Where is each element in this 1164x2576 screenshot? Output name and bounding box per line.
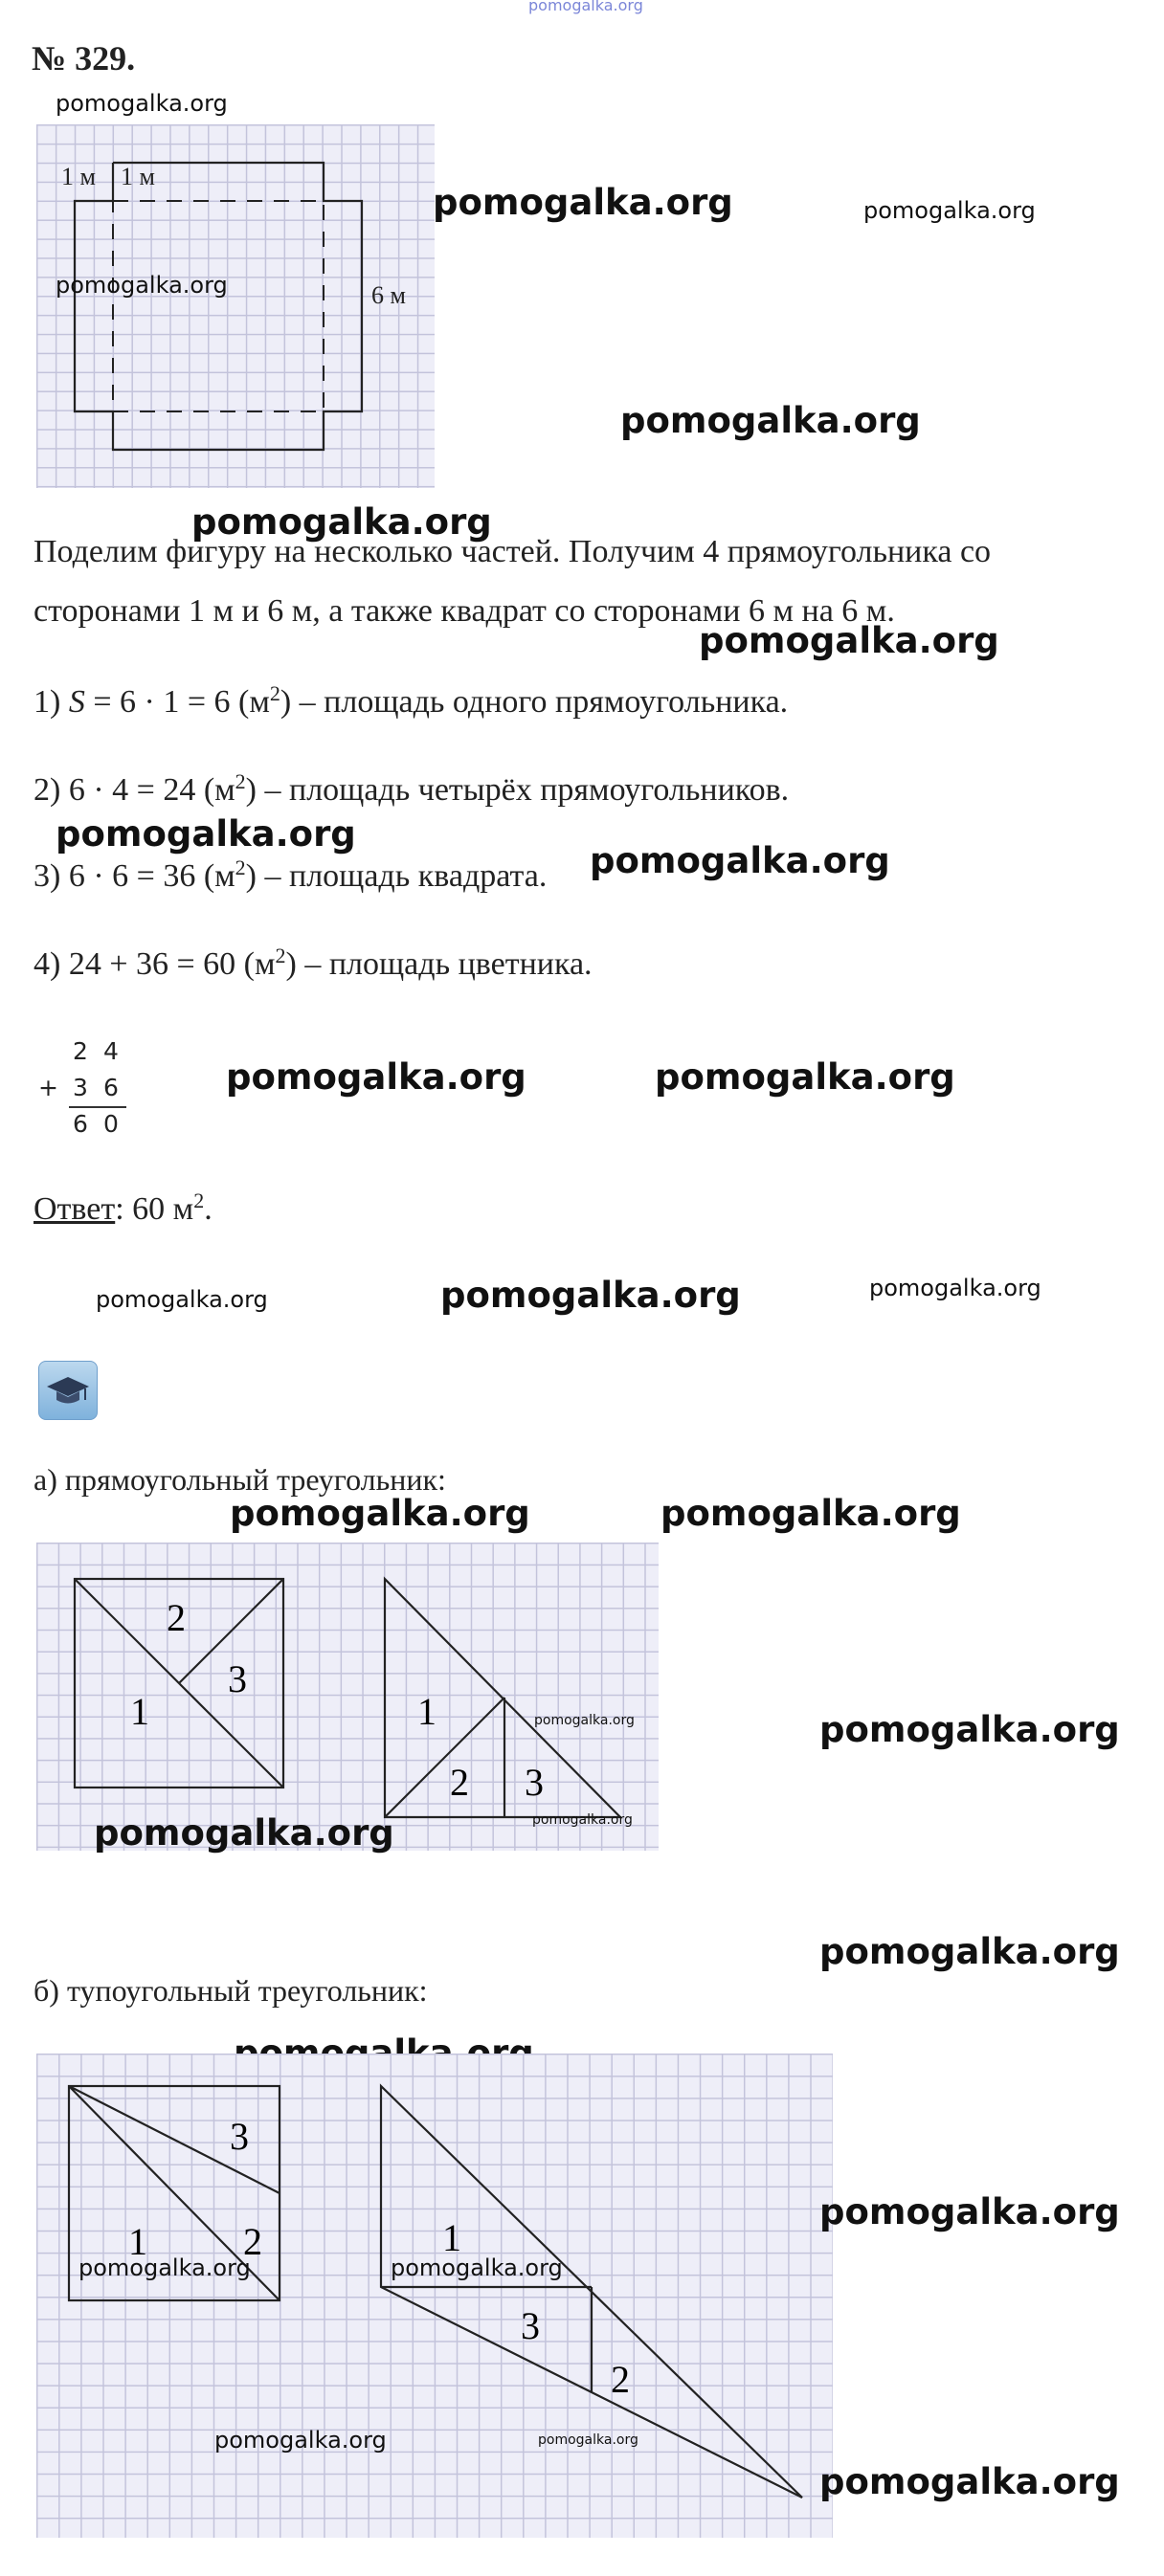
watermark-top: pomogalka.org xyxy=(528,0,643,14)
watermark: pomogalka.org xyxy=(819,1709,1120,1750)
sum-digit1: 6 xyxy=(73,1110,88,1138)
answer-label: Ответ xyxy=(34,1191,116,1227)
part-b-num-2-right: 2 xyxy=(611,2358,630,2401)
watermark: pomogalka.org xyxy=(230,1493,530,1534)
watermark: pomogalka.org xyxy=(655,1056,955,1098)
intro-line2: сторонами 1 м и 6 м, а также квадрат со сторонами 6 м на 6 м. xyxy=(34,593,895,629)
part-b-num-3-left: 3 xyxy=(230,2115,249,2158)
graduation-cap-icon-glyph xyxy=(39,1362,97,1419)
watermark: pomogalka.org xyxy=(819,2461,1120,2502)
addend2-digit1: 3 xyxy=(73,1074,88,1101)
watermark: pomogalka.org xyxy=(440,1275,741,1316)
part-b-title: б) тупоугольный треугольник: xyxy=(34,1973,428,2008)
part-a-num-2-right: 2 xyxy=(450,1761,469,1804)
answer xyxy=(34,1188,213,1228)
part-a-num-2-left: 2 xyxy=(167,1596,186,1639)
step-1-variable: S xyxy=(68,684,85,720)
part-b-num-3-right: 3 xyxy=(521,2304,540,2347)
part-a-num-3-left: 3 xyxy=(228,1657,247,1700)
step-3-expression: 3) 6 · 6 = 36 (м xyxy=(34,858,235,894)
watermark: pomogalka.org xyxy=(819,2191,1120,2232)
watermark: pomogalka.org xyxy=(819,1931,1120,1972)
watermark: pomogalka.org xyxy=(699,620,999,661)
part-b-num-1-left: 1 xyxy=(128,2220,147,2263)
watermark: pomogalka.org xyxy=(620,400,921,441)
watermark: pomogalka.org xyxy=(660,1493,961,1534)
plus-sign: + xyxy=(38,1074,58,1101)
watermark: pomogalka.org xyxy=(226,1056,526,1098)
watermark: pomogalka.org xyxy=(433,182,733,223)
watermark: pomogalka.org xyxy=(56,90,228,117)
watermark: pomogalka.org xyxy=(538,2432,638,2448)
watermark: pomogalka.org xyxy=(56,272,228,299)
column-addition xyxy=(34,1037,130,1143)
step-4-exponent: 2 xyxy=(275,944,286,967)
step-3-description: ) – площадь квадрата. xyxy=(245,858,548,894)
part-a-num-1-left: 1 xyxy=(130,1690,149,1733)
addend1-digit1: 2 xyxy=(73,1037,88,1065)
intro-line1: Поделим фигуру на несколько частей. Получим 4 прямоугольника со xyxy=(34,534,992,569)
part-a-num-1-right: 1 xyxy=(417,1690,436,1733)
addend2-digit2: 6 xyxy=(103,1074,119,1101)
watermark: pomogalka.org xyxy=(532,1812,633,1828)
label-1m-left: 1 м xyxy=(61,163,96,190)
answer-value: : 60 м xyxy=(115,1191,194,1227)
watermark: pomogalka.org xyxy=(56,813,356,855)
addend1-digit2: 4 xyxy=(103,1037,119,1065)
step-3 xyxy=(34,855,547,895)
part-b-figures xyxy=(36,2054,833,2538)
task-number: № 329. xyxy=(32,39,136,78)
watermark: pomogalka.org xyxy=(96,1286,268,1313)
label-6m: 6 м xyxy=(371,281,406,309)
watermark: pomogalka.org xyxy=(214,2427,387,2454)
step-1-description: ) – площадь одного прямоугольника. xyxy=(280,684,789,720)
part-b-num-2-left: 2 xyxy=(243,2220,262,2263)
answer-period: . xyxy=(204,1191,213,1227)
watermark: pomogalka.org xyxy=(94,1812,394,1854)
label-1m-right: 1 м xyxy=(121,163,155,190)
step-1-number: 1) xyxy=(34,684,69,720)
sum-digit2: 0 xyxy=(103,1110,119,1138)
step-2-expression: 2) 6 · 4 = 24 (м xyxy=(34,772,235,808)
step-1 xyxy=(34,681,788,721)
watermark: pomogalka.org xyxy=(391,2254,563,2281)
watermark: pomogalka.org xyxy=(78,2254,251,2281)
part-b-num-1-right: 1 xyxy=(442,2216,461,2259)
watermark: pomogalka.org xyxy=(534,1713,635,1728)
part-a-title: а) прямоугольный треугольник: xyxy=(34,1462,446,1497)
sum-line xyxy=(69,1106,126,1108)
watermark: pomogalka.org xyxy=(863,197,1036,224)
step-4 xyxy=(34,944,593,983)
watermark: pomogalka.org xyxy=(191,501,492,543)
step-2-description: ) – площадь четырёх прямоугольников. xyxy=(245,772,790,808)
watermark: pomogalka.org xyxy=(590,840,890,881)
watermark: pomogalka.org xyxy=(869,1275,1041,1301)
step-2 xyxy=(34,769,789,809)
part-a-figures xyxy=(36,1543,659,1851)
step-3-exponent: 2 xyxy=(235,855,246,879)
step-4-expression: 4) 24 + 36 = 60 (м xyxy=(34,946,276,982)
graduation-cap-icon[interactable] xyxy=(38,1361,98,1420)
step-1-exponent: 2 xyxy=(269,681,280,705)
part-a-num-3-right: 3 xyxy=(525,1761,544,1804)
step-2-exponent: 2 xyxy=(235,769,246,793)
answer-exponent: 2 xyxy=(193,1188,205,1212)
step-4-description: ) – площадь цветника. xyxy=(285,946,593,982)
step-1-expression: = 6 · 1 = 6 (м xyxy=(84,684,270,720)
